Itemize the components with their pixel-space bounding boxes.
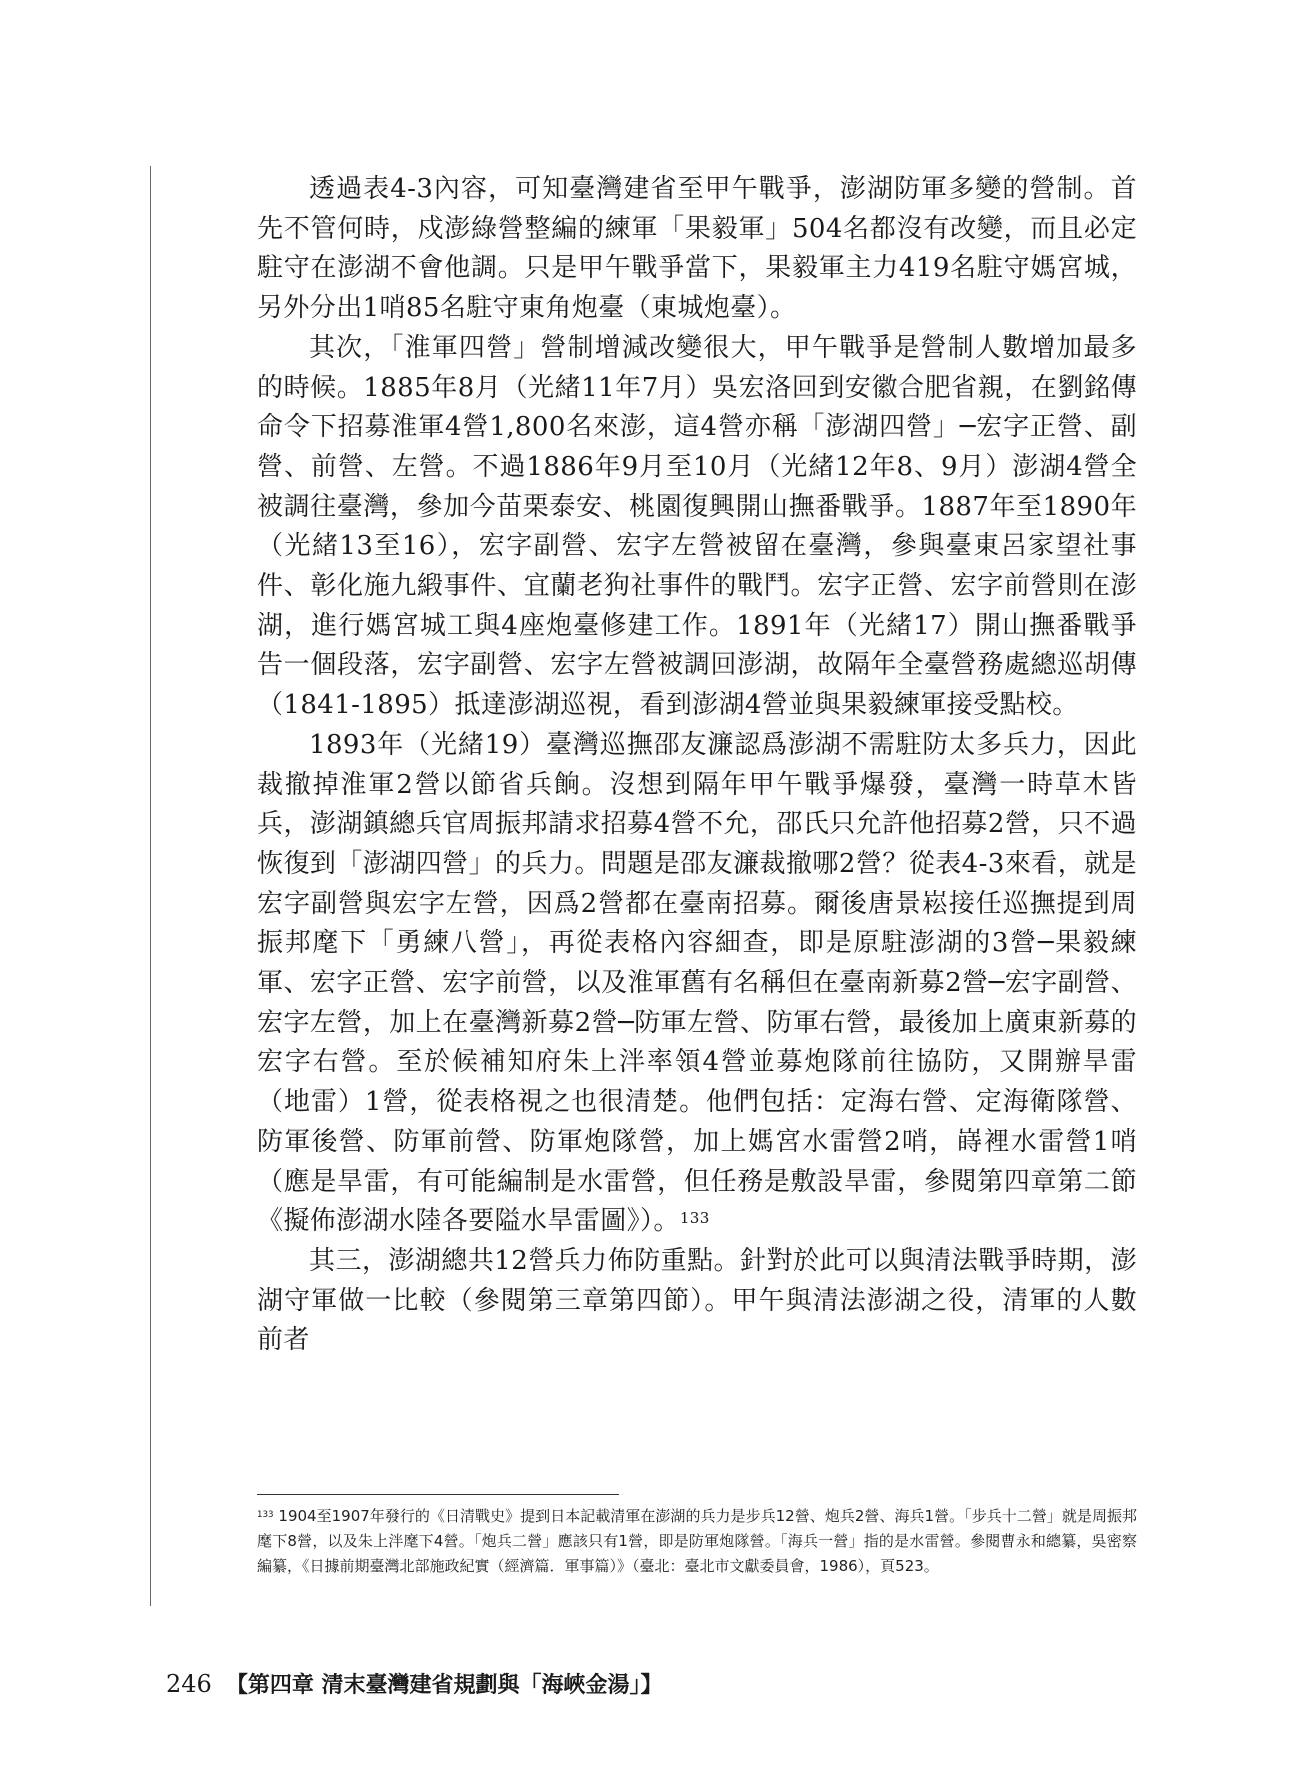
footnote-ref-133[interactable]: 133 <box>679 1208 710 1227</box>
footnote-number: 133 <box>257 1510 274 1521</box>
running-title: 【第四章 清末臺灣建省規劃與「海峽金湯」】 <box>225 1672 663 1698</box>
footnotes <box>257 1504 1137 1579</box>
page-number: 246 <box>166 1670 212 1698</box>
paragraph-3 <box>257 726 1137 1242</box>
paragraph-1-text: 透過表4-3內容，可知臺灣建省至甲午戰爭，澎湖防軍多變的營制。首先不管何時，戍澎綠營整編的練軍「果毅軍」504名都沒有改變，而且必定駐守在澎湖不會他調。只是甲午戰爭當下，果毅軍主力419名駐守媽宮城，另外分出1哨85名駐守東角炮臺（東城炮臺）。 <box>257 174 1137 324</box>
paragraph-2-text: 其次，「淮軍四營」營制增減改變很大，甲午戰爭是營制人數增加最多的時候。1885年8月（光緒11年7月）吳宏洛回到安徽合肥省親，在劉銘傳命令下招募淮軍4營1,800名來澎，這4營亦稱「澎湖四營」─宏字正營、副營、前營、左營。不過1886年9月至10月（光緒12年8、9月）澎湖4營全被調往臺灣，參加今苗栗泰安、桃園復興開山撫番戰爭。1887年至1890年（光緒13至16），宏字副營、宏字左營被留在臺灣，參與臺東呂家望社事件、彰化施九緞事件、宜蘭老狗社事件的戰鬥。宏字正營、宏字前營則在澎湖，進行媽宮城工與4座炮臺修建工作。1891年（光緒17）開山撫番戰爭告一個段落，宏字副營、宏字左營被調回澎湖，故隔年全臺營務處總巡胡傳（1841-1895）抵達澎湖巡視，看到澎湖4營並與果毅練軍接受點校。 <box>257 332 1137 721</box>
footnote-text: 1904至1907年發行的《日清戰史》提到日本記載清軍在澎湖的兵力是步兵12營、炮兵2營、海兵1營。「步兵十二營」就是周振邦麾下8營，以及朱上泮麾下4營。「炮兵二營」應該只有1營，即是防軍炮隊營。「海兵一營」指的是水雷營。參閱曹永和總纂，吳密察編纂，《日據前期臺灣北部施政紀實（經濟篇．軍事篇）》（臺北：臺北市文獻委員會，1986），頁523。 <box>257 1507 1137 1575</box>
paragraph-4 <box>257 1242 1137 1361</box>
margin-rule <box>150 166 151 1606</box>
page-footer <box>166 1668 662 1699</box>
paragraph-4-text: 其三，澎湖總共12營兵力佈防重點。針對於此可以與清法戰爭時期，澎湖守軍做一比較（參閱第三章第四節）。甲午與清法澎湖之役，清軍的人數前者 <box>257 1245 1137 1356</box>
footnote-separator <box>257 1494 619 1495</box>
paragraph-3-text: 1893年（光緒19）臺灣巡撫邵友濂認爲澎湖不需駐防太多兵力，因此裁撤掉淮軍2營以節省兵餉。沒想到隔年甲午戰爭爆發，臺灣一時草木皆兵，澎湖鎮總兵官周振邦請求招募4營不允，邵氏只允許他招募2營，只不過恢復到「澎湖四營」的兵力。問題是邵友濂裁撤哪2營？從表4-3來看，就是宏字副營與宏字左營，因爲2營都在臺南招募。爾後唐景崧接任巡撫提到周振邦麾下「勇練八營」，再從表格內容細查，即是原駐澎湖的3營─果毅練軍、宏字正營、宏字前營，以及淮軍舊有名稱但在臺南新募2營─宏字副營、宏字左營，加上在臺灣新募2營─防軍左營、防軍右營，最後加上廣東新募的宏字右營。至於候補知府朱上泮率領4營並募炮隊前往協防，又開辦旱雷（地雷）1營，從表格視之也很清楚。他們包括：定海右營、定海衛隊營、防軍後營、防軍前營、防軍炮隊營，加上媽宮水雷營2哨，嵵裡水雷營1哨（應是旱雷，有可能編制是水雷營，但任務是敷設旱雷，參閱第四章第二節《擬佈澎湖水陸各要隘水旱雷圖》）。 <box>257 729 1137 1237</box>
footnote-133 <box>257 1504 1137 1579</box>
body-text <box>257 170 1137 1361</box>
paragraph-1 <box>257 170 1137 329</box>
paragraph-2 <box>257 329 1137 726</box>
